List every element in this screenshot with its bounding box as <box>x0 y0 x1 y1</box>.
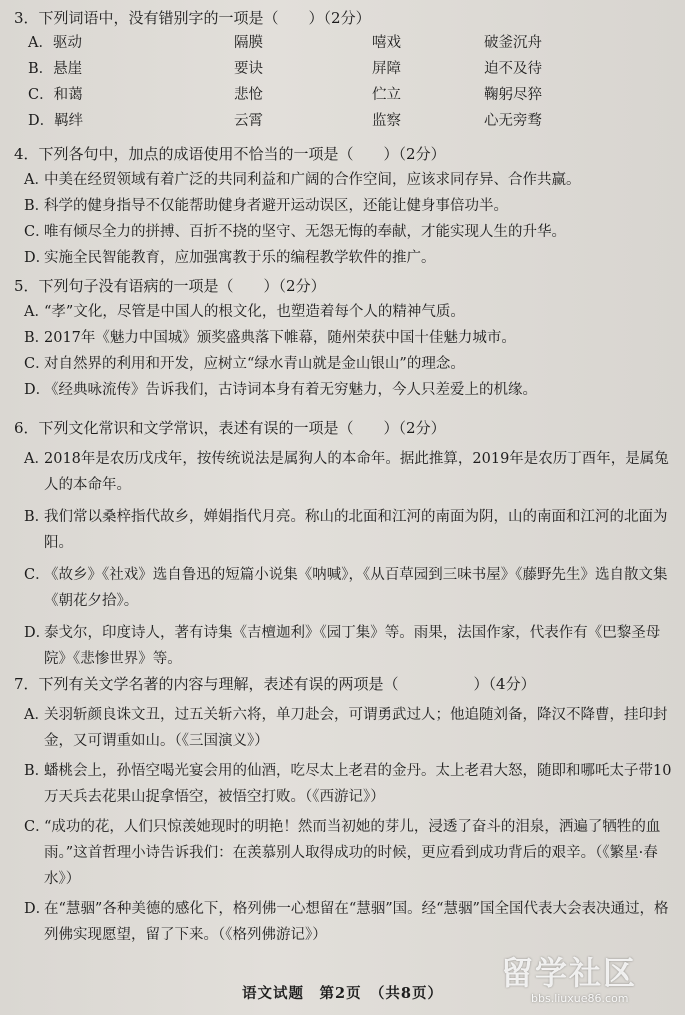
q3-b-2: 要诀 <box>234 61 263 77</box>
q4-a-label: A． <box>24 172 49 188</box>
q4-c-label: C． <box>24 224 50 240</box>
q5-a-label: A． <box>24 304 49 320</box>
q3-a-4: 破釜沉舟 <box>484 35 542 51</box>
question-6 <box>14 418 676 672</box>
q3-d-2: 云霄 <box>234 113 263 129</box>
q5-c-text: 对自然界的利用和开发，应树立“绿水青山就是金山银山”的理念。 <box>44 356 465 372</box>
q7-b-text: 蟠桃会上，孙悟空喝光宴会用的仙酒，吃尽太上老君的金丹。太上老君大怒，随即和哪吒太子带10万天兵去花果山捉拿悟空，被悟空打败。（《西游记》） <box>44 763 672 805</box>
watermark-logo: 留学社区 <box>501 954 638 992</box>
q5-option-d <box>14 380 676 400</box>
q6-b-label: B． <box>24 509 50 525</box>
q6-option-b <box>14 504 676 556</box>
q7-option-c <box>14 814 676 892</box>
q5-b-label: B． <box>24 330 50 346</box>
question-5-stem: 5．下列句子没有语病的一项是（ ）（2分） <box>14 277 326 295</box>
watermark-url: bbs.liuxue86.com <box>531 992 629 1005</box>
q6-c-label: C． <box>24 567 50 583</box>
question-4 <box>14 144 676 268</box>
q3-d-1: D．羁绊 <box>28 113 84 129</box>
q4-d-label: D． <box>24 250 51 266</box>
q7-c-text: “成功的花，人们只惊羡她现时的明艳！然而当初她的芽儿，浸透了奋斗的泪泉，洒遍了牺牲的血雨。”这首哲理小诗告诉我们：在羡慕别人取得成功的时候，更应看到成功背后的艰辛。（《繁星·春水》） <box>44 819 661 887</box>
q5-b-text: 2017年《魅力中国城》颁奖盛典落下帷幕，随州荣获中国十佳魅力城市。 <box>44 330 516 346</box>
question-5 <box>14 276 676 400</box>
q7-d-label: D． <box>24 901 51 917</box>
q4-d-text: 实施全民智能教育，应加强寓教于乐的编程教学软件的推广。 <box>44 250 436 266</box>
q5-option-b <box>14 328 676 348</box>
question-3-stem: 3．下列词语中，没有错别字的一项是（ ）（2分） <box>14 9 371 27</box>
q3-a-3: 嘻戏 <box>372 35 401 51</box>
q5-d-text: 《经典咏流传》告诉我们，古诗词本身有着无穷魅力，今人只差爱上的机缘。 <box>44 382 537 398</box>
q7-a-text: 关羽斩颜良诛文丑，过五关斩六将，单刀赴会，可谓勇武过人；他追随刘备，降汉不降曹，挂印封金，又可谓重如山。（《三国演义》） <box>44 707 668 749</box>
q3-row-d <box>14 106 676 132</box>
q3-b-3: 屏障 <box>372 61 401 77</box>
question-6-stem: 6．下列文化常识和文学常识，表述有误的一项是（ ）（2分） <box>14 419 446 437</box>
q7-b-label: B． <box>24 763 50 779</box>
q3-c-1: C．和蔼 <box>28 87 83 103</box>
q7-c-label: C． <box>24 819 50 835</box>
q6-c-text: 《故乡》《社戏》选自鲁迅的短篇小说集《呐喊》，《从百草园到三味书屋》《藤野先生》选自散文集《朝花夕拾》。 <box>44 567 668 609</box>
question-7-stem: 7．下列有关文学名著的内容与理解，表述有误的两项是（ ）（4分） <box>14 675 536 693</box>
q7-option-a <box>14 702 676 754</box>
q3-c-4: 鞠躬尽猝 <box>484 87 542 103</box>
q6-a-text: 2018年是农历戊戌年，按传统说法是属狗人的本命年。据此推算，2019年是农历丁酉年，是属兔人的本命年。 <box>44 451 669 493</box>
q7-option-b <box>14 758 676 810</box>
watermark <box>501 948 671 1008</box>
q7-option-d <box>14 896 676 948</box>
q6-d-label: D． <box>24 625 51 641</box>
q3-b-1: B．悬崖 <box>28 61 83 77</box>
q6-b-text: 我们常以桑梓指代故乡，婵娟指代月亮。称山的北面和江河的南面为阴，山的南面和江河的北面为阳。 <box>44 509 668 551</box>
q6-option-a <box>14 446 676 498</box>
question-3 <box>14 8 676 132</box>
q7-d-text: 在“慧骃”各种美德的感化下，格列佛一心想留在“慧骃”国。经“慧骃”国全国代表大会表决通过，格列佛实现愿望，留了下来。（《格列佛游记》） <box>44 901 669 943</box>
q3-c-2: 悲怆 <box>234 87 263 103</box>
question-3-options <box>14 28 676 132</box>
q4-option-d <box>14 248 676 268</box>
q5-option-c <box>14 354 676 374</box>
q4-option-c <box>14 222 676 242</box>
q6-d-text: 泰戈尔，印度诗人，著有诗集《吉檀迦利》《园丁集》等。雨果，法国作家，代表作有《巴黎圣母院》《悲惨世界》等。 <box>44 625 661 667</box>
q4-a-text: 中美在经贸领域有着广泛的共同利益和广阔的合作空间，应该求同存异、合作共赢。 <box>44 172 581 188</box>
q5-d-label: D． <box>24 382 51 398</box>
q6-option-d <box>14 620 676 672</box>
q4-option-a <box>14 170 676 190</box>
q3-row-c <box>14 80 676 106</box>
q3-b-4: 迫不及待 <box>484 61 542 77</box>
q6-option-c <box>14 562 676 614</box>
q3-c-3: 伫立 <box>372 87 401 103</box>
q4-c-text: 唯有倾尽全力的拼搏、百折不挠的坚守、无怨无悔的奉献，才能实现人生的升华。 <box>44 224 566 240</box>
q3-d-3: 监察 <box>372 113 401 129</box>
q6-a-label: A． <box>24 451 49 467</box>
q5-a-text: “孝”文化，尽管是中国人的根文化，也塑造着每个人的精神气质。 <box>44 304 465 320</box>
question-4-stem: 4．下列各句中，加点的成语使用不恰当的一项是（ ）（2分） <box>14 145 446 163</box>
q3-d-4: 心无旁骛 <box>484 113 542 129</box>
q4-b-label: B． <box>24 198 50 214</box>
q3-row-a <box>14 28 676 54</box>
q4-b-text: 科学的健身指导不仅能帮助健身者避开运动误区，还能让健身事倍功半。 <box>44 198 508 214</box>
q3-a-2: 隔膜 <box>234 35 263 51</box>
page-footer: 语文试题 第2页 （共8页） <box>242 985 443 1002</box>
q4-option-b <box>14 196 676 216</box>
q3-row-b <box>14 54 676 80</box>
question-7 <box>14 674 676 948</box>
q3-a-1: A．驱动 <box>28 35 82 51</box>
q5-c-label: C． <box>24 356 50 372</box>
q7-a-label: A． <box>24 707 49 723</box>
q5-option-a <box>14 302 676 322</box>
